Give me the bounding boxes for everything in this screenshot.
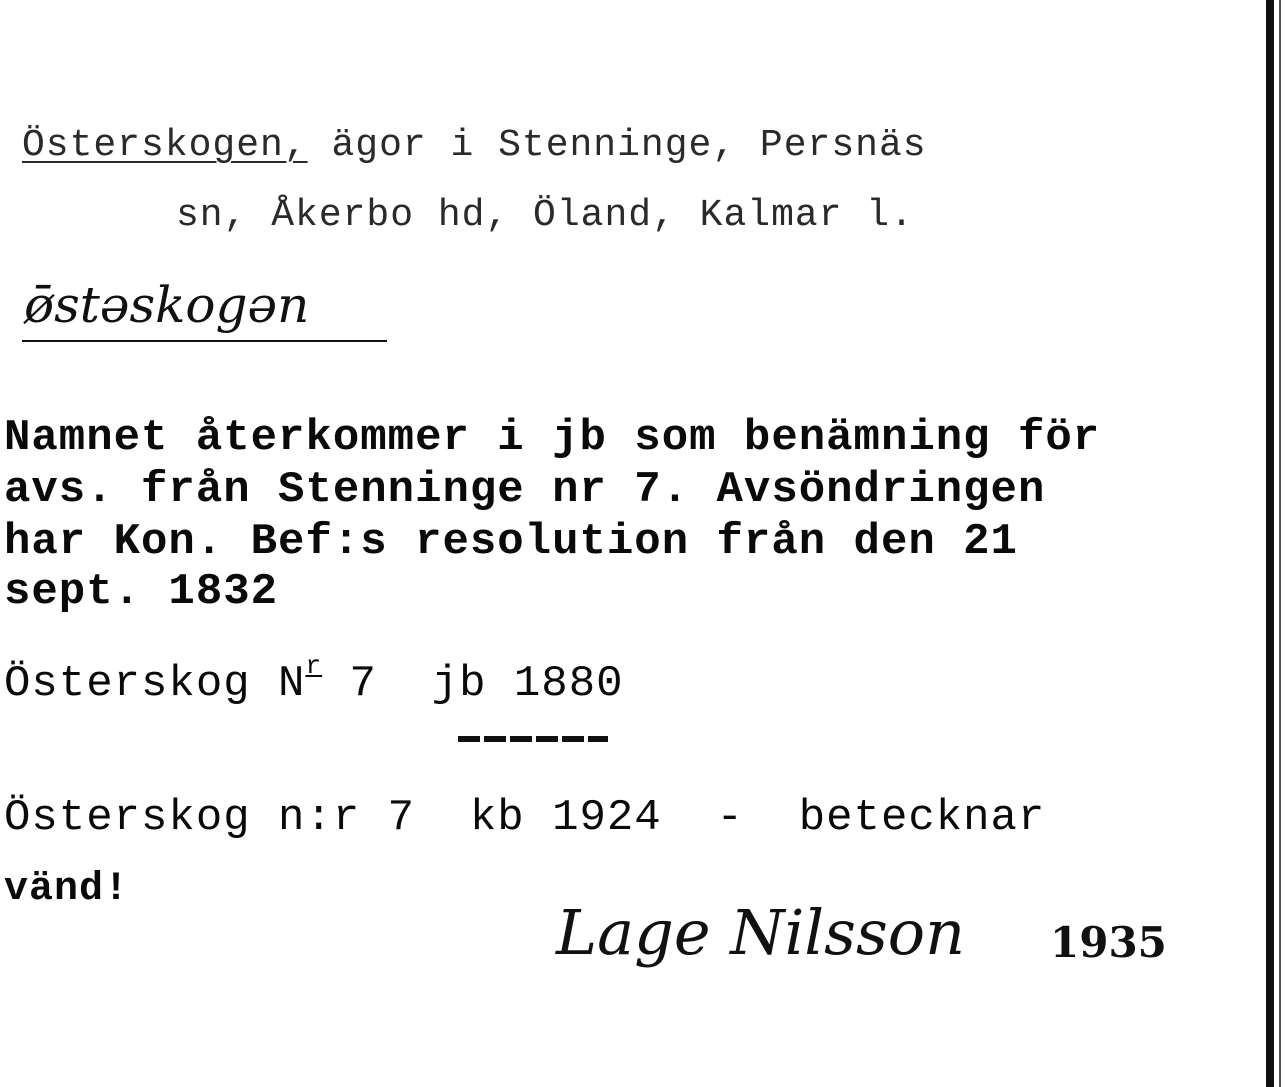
paragraph-line-3: har Kon. Bef:s resolution från den 21 (4, 517, 1018, 567)
paragraph-line-4: sept. 1832 (4, 567, 279, 617)
signature: Lage Nilsson (556, 896, 966, 969)
header-line-1 (22, 124, 927, 167)
paragraph-line-2: avs. från Stenninge nr 7. Avsöndringen (4, 465, 1046, 515)
phonetic-underline (22, 340, 387, 342)
card-edge-line (1279, 0, 1281, 1087)
phonetic-transcription: ø̄stəskogən (24, 276, 310, 334)
header-place-description: ägor i Stenninge, Persnäs (307, 124, 927, 167)
card-edge-shadow (1266, 0, 1274, 1087)
signature-year: 1935 (1050, 918, 1167, 967)
jb-superscript: r (305, 651, 323, 681)
turn-over-note: vänd! (4, 867, 130, 912)
jb-rest: 7 jb 1880 (322, 659, 624, 709)
header-line-2: sn, Åkerbo hd, Öland, Kalmar l. (176, 194, 914, 237)
paragraph-line-1: Namnet återkommer i jb som benämning för (4, 413, 1101, 463)
jb-reference-line (4, 640, 624, 710)
separator-dashes (458, 736, 608, 742)
header-place-name: Österskogen, (22, 124, 308, 167)
jb-name: Österskog N (4, 659, 306, 709)
kb-reference-line: Österskog n:r 7 kb 1924 - betecknar (4, 793, 1046, 843)
